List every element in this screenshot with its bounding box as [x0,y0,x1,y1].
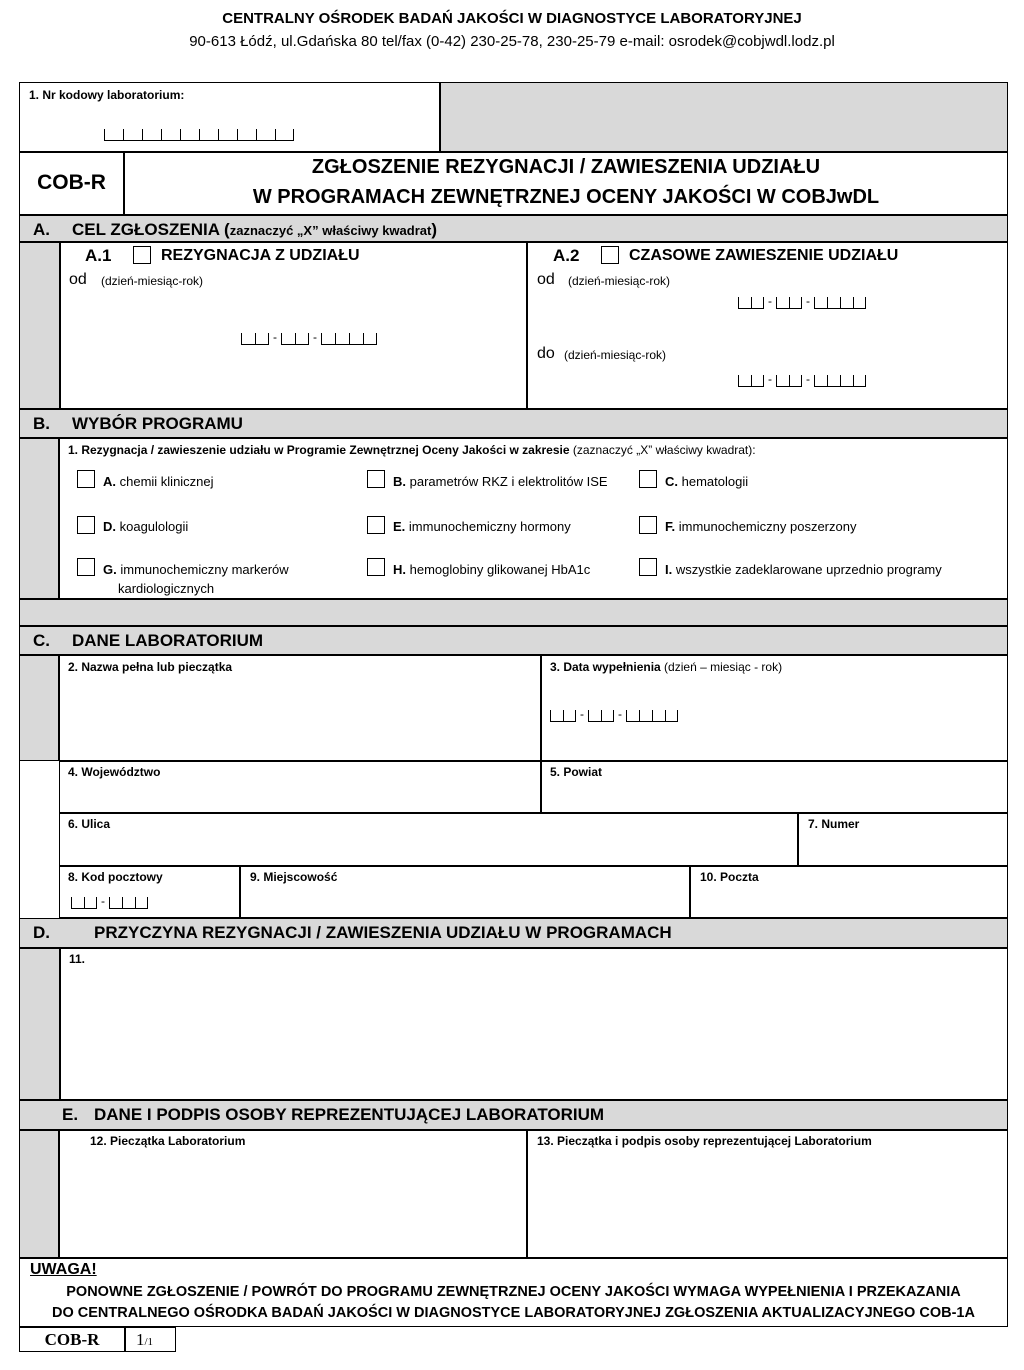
a1-from-label: od [69,271,87,288]
a2-to-date-boxes[interactable]: - - [738,375,866,387]
city-field[interactable] [240,866,690,918]
section-b-footer-band [19,599,1008,626]
section-c-title: DANE LABORATORIUM [72,631,264,650]
footer-code-cell [19,1327,125,1352]
program-c-checkbox[interactable] [639,470,657,488]
form-title-cell [124,152,1008,215]
a1-label: REZYGNACJA Z UDZIAŁU [161,247,360,264]
number-label: 7. Numer [808,817,860,831]
program-f-label: F. immunochemiczny poszerzony [665,519,857,534]
county-label: 5. Powiat [550,765,603,779]
a2-cell [527,242,1008,409]
program-a-checkbox[interactable] [77,470,95,488]
lab-code-cell[interactable] [19,82,440,152]
program-c-label: C. hematologii [665,474,749,489]
a1-checkbox[interactable] [133,246,151,264]
section-e-title: DANE I PODPIS OSOBY REPREZENTUJĄCEJ LABORATORIUM [94,1105,605,1124]
footer-page-cell [125,1327,176,1352]
signature-field[interactable] [527,1130,1008,1258]
lab-name-field[interactable] [59,655,541,761]
a1-date-boxes[interactable]: - - [241,333,377,345]
program-e-label: E. immunochemiczny hormony [393,519,571,534]
postcode-boxes[interactable]: - [71,897,148,909]
section-c-letter: C. [33,631,50,650]
program-i-checkbox[interactable] [639,558,657,576]
program-d-label: D. koagulologii [103,519,189,534]
org-name: CENTRALNY OŚRODEK BADAŃ JAKOŚCI W DIAGNOSTYCE LABORATORYJNEJ [222,10,802,27]
program-e-checkbox[interactable] [367,516,385,534]
post-office-field[interactable] [690,866,1008,918]
section-d-header [19,918,1008,948]
section-b-header [19,409,1008,438]
section-b-margin [19,438,59,599]
a2-from-label: od [537,271,555,288]
note-box [19,1258,1008,1327]
program-g-label-line2: kardiologicznych [118,581,215,596]
org-address: 90-613 Łódź, ul.Gdańska 80 tel/fax (0-42) 230-25-78, 230-25-79 e-mail: osrodek@cobjwdl.lodz.pl [189,33,835,50]
program-a-label: A. chemii klinicznej [103,474,214,489]
a2-number: A.2 [553,246,580,265]
footer-page: 1/1 [136,1330,154,1349]
street-label: 6. Ulica [68,817,111,831]
program-f-checkbox[interactable] [639,516,657,534]
program-d-checkbox[interactable] [77,516,95,534]
section-c-margin [19,655,59,761]
signature-label: 13. Pieczątka i podpis osoby reprezentującej Laboratorium [537,1134,872,1148]
a2-from-hint: (dzień-miesiąc-rok) [568,274,671,288]
program-g-checkbox[interactable] [77,558,95,576]
section-b-letter: B. [33,414,50,433]
form-title-line1: ZGŁOSZENIE REZYGNACJI / ZAWIESZENIA UDZIAŁU [311,156,821,178]
section-a-title: CEL ZGŁOSZENIA (zaznaczyć „X” właściwy kwadrat) [72,220,438,239]
section-a-margin [19,242,60,409]
a2-to-label: do [537,345,555,362]
voivodeship-label: 4. Województwo [68,765,161,779]
lab-code-boxes[interactable] [104,129,294,141]
section-e-header [19,1100,1008,1130]
a1-date-hint: (dzień-miesiąc-rok) [101,274,204,288]
a2-label: CZASOWE ZAWIESZENIE UDZIAŁU [629,247,899,264]
program-h-checkbox[interactable] [367,558,385,576]
fill-date-label: 3. Data wypełnienia (dzień – miesiąc - rok) [550,660,783,674]
program-list-cell [59,438,1008,599]
reason-field[interactable] [60,948,1008,1100]
section-e-letter: E. [62,1105,79,1124]
reason-label: 11. [69,952,86,966]
lab-name-label: 2. Nazwa pełna lub pieczątka [68,660,233,674]
lab-stamp-label: 12. Pieczątka Laboratorium [90,1134,246,1148]
a2-checkbox[interactable] [601,246,619,264]
a1-number: A.1 [85,246,112,265]
a2-to-hint: (dzień-miesiąc-rok) [564,348,667,362]
section-d-title: PRZYCZYNA REZYGNACJI / ZAWIESZENIA UDZIAŁU W PROGRAMACH [94,923,672,942]
lab-stamp-field[interactable] [59,1130,527,1258]
program-b-checkbox[interactable] [367,470,385,488]
fill-date-field[interactable] [541,655,1008,761]
voivodeship-field[interactable] [59,761,541,813]
section-b-title: WYBÓR PROGRAMU [72,414,243,433]
form-title-line2: W PROGRAMACH ZEWNĘTRZNEJ OCENY JAKOŚCI W COBJwDL [252,186,880,208]
form-code-cell [19,152,124,215]
note-heading: UWAGA! [30,1261,97,1278]
program-h-label: H. hemoglobiny glikowanej HbA1c [393,562,591,577]
note-line2: DO CENTRALNEGO OŚRODKA BADAŃ JAKOŚCI W DIAGNOSTYCE LABORATORYJNEJ ZGŁOSZENIA AKTUALIZACYJNEGO COB-1A [52,1305,975,1321]
section-a-header [19,215,1008,242]
section-e-margin [19,1130,59,1258]
lab-code-label: 1. Nr kodowy laboratorium: [29,88,185,102]
footer-code: COB-R [44,1330,100,1349]
postcode-label: 8. Kod pocztowy [68,870,163,884]
fill-date-boxes[interactable]: - - [550,710,678,722]
section-a-letter: A. [33,220,50,239]
county-field[interactable] [541,761,1008,813]
a2-from-date-boxes[interactable]: - - [738,297,866,309]
a1-cell [60,242,527,409]
program-question: 1. Rezygnacja / zawieszenie udziału w Programie Zewnętrznej Oceny Jakości w zakresie (zaznaczyć „X” właściwy kwadrat): [68,443,756,457]
city-label: 9. Miejscowość [250,870,338,884]
post-office-label: 10. Poczta [700,870,759,884]
street-field[interactable] [59,813,798,866]
section-d-margin [19,948,60,1100]
number-field[interactable] [798,813,1008,866]
section-d-letter: D. [33,923,50,942]
lab-code-shaded [440,82,1008,152]
program-i-label: I. wszystkie zadeklarowane uprzednio programy [665,562,942,577]
form-code: COB-R [37,171,106,194]
program-g-label: G. immunochemiczny markerów [103,562,289,577]
note-line1: PONOWNE ZGŁOSZENIE / POWRÓT DO PROGRAMU ZEWNĘTRZNEJ OCENY JAKOŚCI WYMAGA WYPEŁNIENIA I PRZEKAZANIA [66,1284,961,1300]
program-b-label: B. parametrów RKZ i elektrolitów ISE [393,474,608,489]
section-c-header [19,626,1008,655]
postcode-field[interactable] [59,866,240,918]
